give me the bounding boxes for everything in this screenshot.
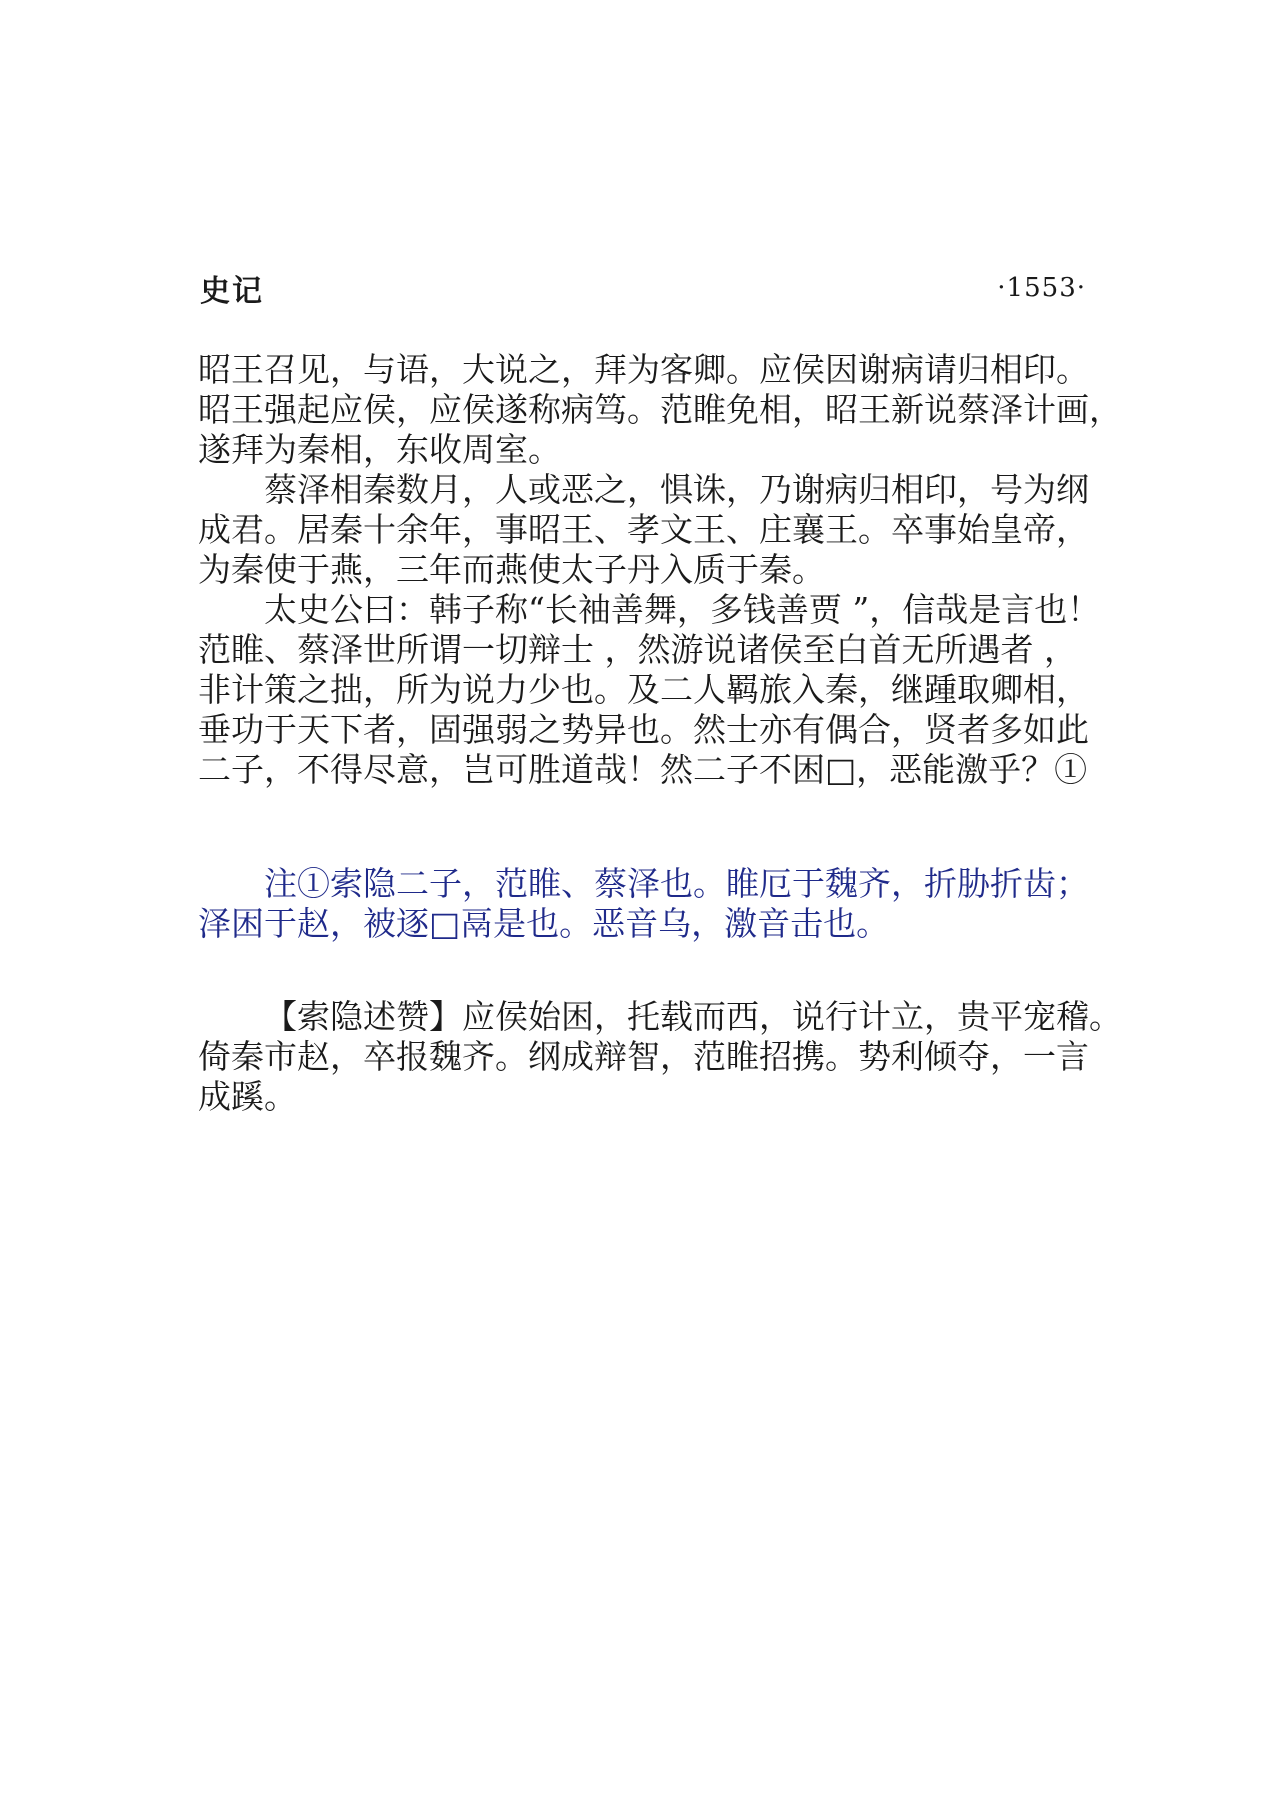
text-line: 垂功于天下者，固强弱之势异也。然士亦有偶合，贤者多如此 [198, 710, 1089, 749]
page-header [200, 266, 1086, 310]
zan-line: 倚秦市赵，卒报魏齐。纲成辩智，范睢招携。势利倾夺，一言 [198, 1037, 1089, 1076]
text-line: 成君。居秦十余年，事昭王、孝文王、庄襄王。卒事始皇帝， [198, 510, 1089, 549]
note-line: 泽困于赵，被逐□鬲是也。恶音乌，激音击也。 [198, 904, 890, 943]
page-number: ·1553· [997, 273, 1086, 303]
suoyin-zan [198, 997, 1122, 1117]
paragraph-first-line: 太史公曰：韩子称“长袖善舞，多钱善贾 ”，信哉是言也！ [264, 590, 1101, 629]
text-line: 遂拜为秦相，东收周室。 [198, 430, 561, 469]
text-line: 昭王召见，与语，大说之，拜为客卿。应侯因谢病请归相印。 [198, 350, 1089, 389]
annotation-note [198, 864, 1118, 944]
zan-line: 【索隐述赞】应侯始困，托载而西，说行计立，贵平宠稽。 [264, 997, 1122, 1036]
text-line: 非计策之拙，所为说力少也。及二人羁旅入秦，继踵取卿相， [198, 670, 1089, 709]
paragraph-first-line: 蔡泽相秦数月，人或恶之，惧诛，乃谢病归相印，号为纲 [264, 470, 1089, 509]
text-line: 昭王强起应侯，应侯遂称病笃。范睢免相，昭王新说蔡泽计画， [198, 390, 1122, 429]
main-text [198, 350, 1122, 790]
text-line: 为秦使于燕，三年而燕使太子丹入质于秦。 [198, 550, 825, 589]
text-line: 二子，不得尽意，岂可胜道哉！然二子不困□，恶能激乎？① [198, 750, 1088, 789]
book-title: 史记 [200, 274, 264, 309]
note-line: 注①索隐二子，范睢、蔡泽也。睢厄于魏齐，折胁折齿； [264, 864, 1089, 903]
text-line: 范睢、蔡泽世所谓一切辩士 ，然游说诸侯至白首无所遇者 ， [198, 630, 1077, 669]
zan-line: 成蹊。 [198, 1077, 297, 1116]
